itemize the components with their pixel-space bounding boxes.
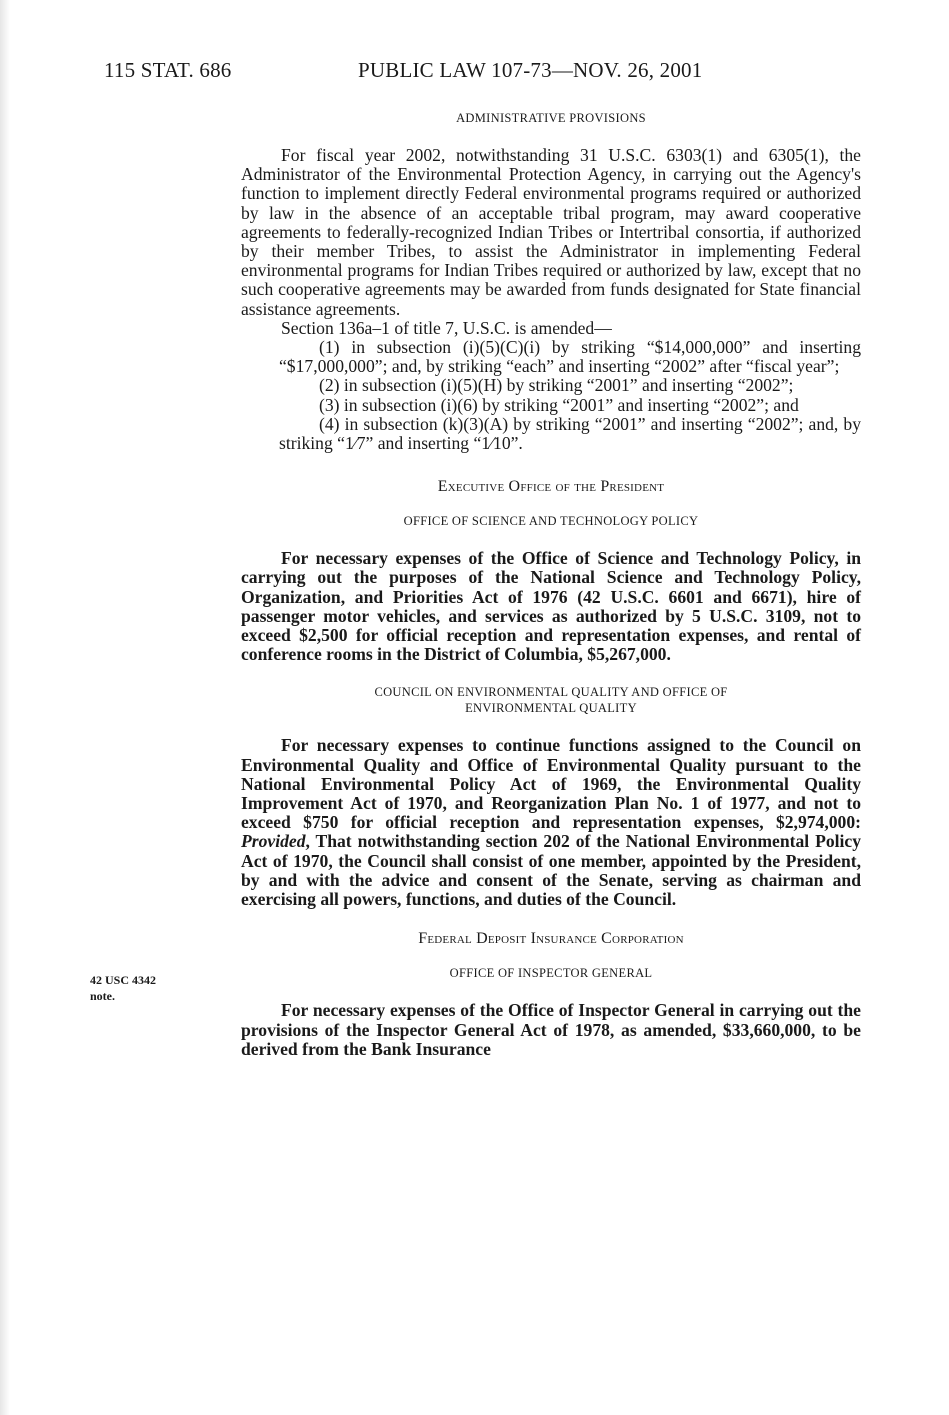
- amendment-item-3: (3) in subsection (i)(6) by striking “2001” and inserting “2002”; and: [319, 394, 799, 415]
- page-body: [241, 110, 861, 1059]
- stat-reference: 115 STAT. 686: [104, 58, 232, 82]
- heading-oig: OFFICE OF INSPECTOR GENERAL: [449, 966, 653, 981]
- ceq-text-part2: , That notwithstanding section 202 of the National Environmental Policy Act of 1970, the Council shall consist of one member, appointed by the President, by and with the advice and consent of the Senate, serving as chairman and exercising all powers, functions, and duties of the Council.: [241, 831, 861, 910]
- heading-fdic: Federal Deposit Insurance Corporation: [418, 930, 684, 948]
- paragraph-ostp: For necessary expenses of the Office of Science and Technology Policy, in carrying out the purposes of the National Science and Technology Policy, Organization, and Priorities Act of 1976 (42 U.S.C. 6601 and 6671), hire of passenger motor vehicles, and services as authorized by 5 U.S.C. 3109, not to exceed $2,500 for official reception and representation expenses, and rental of conference rooms in the District of Columbia, $5,267,000.: [241, 548, 861, 665]
- amendment-item-2: (2) in subsection (i)(5)(H) by striking “2001” and inserting “2002”;: [319, 375, 794, 396]
- amendment-list: [241, 338, 861, 453]
- heading-ceq: [241, 684, 861, 716]
- margin-note-line2: note.: [90, 989, 115, 1003]
- heading-ceq-line1: COUNCIL ON ENVIRONMENTAL QUALITY AND OFFICE OF: [374, 685, 728, 700]
- heading-administrative-provisions: ADMINISTRATIVE PROVISIONS: [456, 111, 646, 125]
- page-edge-shadow: [0, 0, 10, 1415]
- ceq-provided: Provided: [241, 831, 306, 852]
- running-head: PUBLIC LAW 107-73—NOV. 26, 2001: [358, 58, 703, 82]
- margin-note: [90, 972, 156, 1004]
- amendment-item-4: (4) in subsection (k)(3)(A) by striking “2001” and inserting “2002”; and, by striking “1⁄7” and inserting “1⁄10”.: [279, 413, 861, 454]
- amendment-item-1: (1) in subsection (i)(5)(C)(i) by striking “$14,000,000” and inserting “$17,000,000”; and, by striking “each” and inserting “2002” after “fiscal year”;: [279, 337, 861, 377]
- heading-ceq-line2: ENVIRONMENTAL QUALITY: [465, 701, 637, 716]
- paragraph-ceq: [241, 736, 861, 909]
- paragraph-epa-tribal: For fiscal year 2002, notwithstanding 31 U.S.C. 6303(1) and 6305(1), the Administrator of the Environmental Protection Agency, in carrying out the Agency's function to implement directly Federal environmental programs required or authorized by law in the absence of an acceptable tribal program, may award cooperative agreements to federally-recognized Indian Tribes or Intertribal consortia, if authorized by their member Tribes, to assist the Administrator in implementing Federal environmental programs for Indian Tribes required or authorized by law, except that no such cooperative agreements may be awarded from funds designated for State financial assistance agreements.: [241, 145, 861, 319]
- ceq-text-part1: For necessary expenses to continue functions assigned to the Council on Environmental Quality and Office of Environmental Quality pursuant to the National Environmental Policy Act of 1969, the Environmental Quality Improvement Act of 1970, and Reorganization Plan No. 1 of 1977, and not to exceed $750 for official reception and representation expenses, $2,974,000:: [241, 735, 861, 833]
- heading-executive-office: Executive Office of the President: [437, 478, 665, 496]
- margin-note-line1: 42 USC 4342: [90, 973, 157, 987]
- paragraph-oig: For necessary expenses of the Office of Inspector General in carrying out the provisions of the Inspector General Act of 1978, as amended, $33,660,000, to be derived from the Bank Insurance: [241, 1000, 861, 1059]
- paragraph-amendment-lead: Section 136a–1 of title 7, U.S.C. is amended—: [281, 317, 612, 338]
- heading-ostp: OFFICE OF SCIENCE AND TECHNOLOGY POLICY: [403, 514, 699, 529]
